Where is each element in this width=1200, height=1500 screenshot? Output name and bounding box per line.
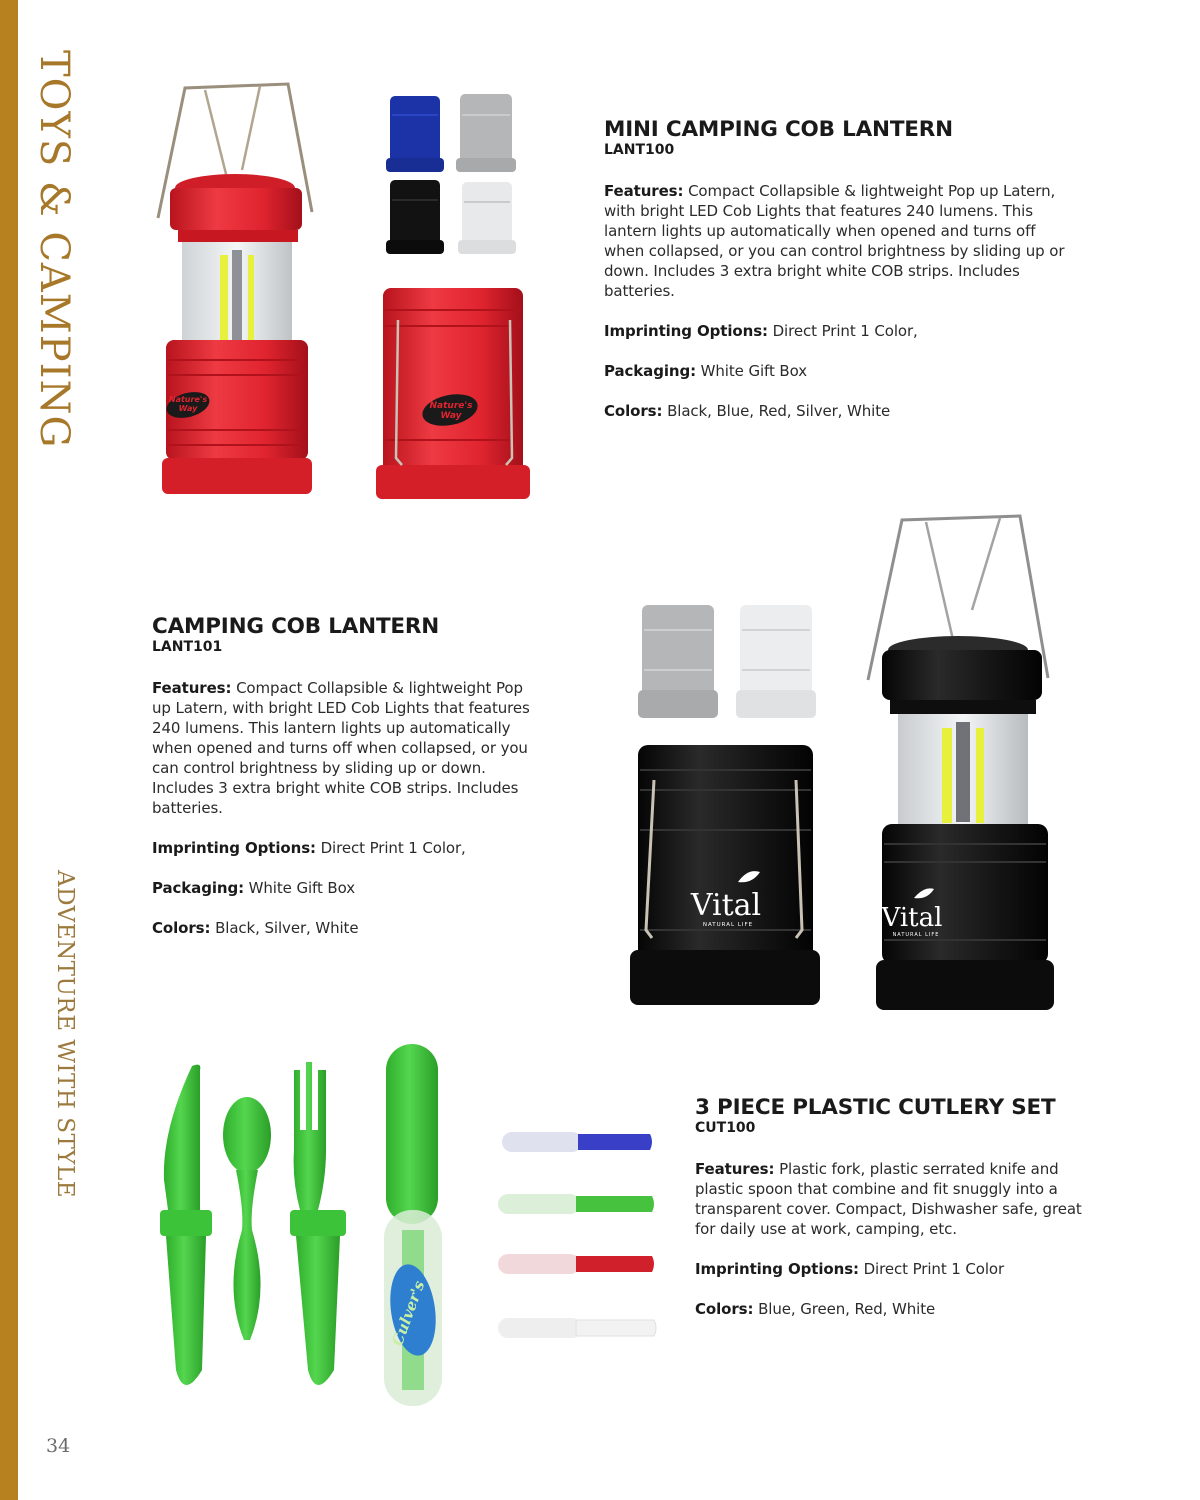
color-variant-red xyxy=(498,1254,654,1274)
sidebar-accent-bar xyxy=(0,0,18,1500)
color-variant-blue xyxy=(502,1132,652,1152)
product-colors: Colors: Black, Silver, White xyxy=(152,919,359,937)
product-camping-cob-lantern xyxy=(152,615,532,938)
mini-lantern-product-image xyxy=(140,70,570,510)
color-swatch-black xyxy=(386,180,444,254)
color-swatch-silver xyxy=(638,605,718,718)
product-title: 3 PIECE PLASTIC CUTLERY SET xyxy=(695,1095,1056,1120)
svg-text:Vital: Vital xyxy=(881,903,943,933)
product-title: MINI CAMPING COB LANTERN xyxy=(604,117,953,142)
color-swatch-white xyxy=(736,605,816,718)
product-sku: LANT100 xyxy=(604,142,675,158)
page-number: 34 xyxy=(46,1435,71,1457)
product-features: Features: Compact Collapsible & lightweight Pop up Latern, with bright LED Cob Lights that features 240 lumens. This lantern lights up automatically when opened and turns off when collapsed, or you can control brightness by sliding up or down. Includes 3 extra bright white COB strips. Includes batteries. xyxy=(604,182,1065,300)
product-features: Features: Plastic fork, plastic serrated knife and plastic spoon that combine and fit snuggly into a transparent cover. Compact, Dishwasher safe, great for daily use at work, camping, etc. xyxy=(695,1160,1082,1238)
svg-text:NATURAL LIFE: NATURAL LIFE xyxy=(702,922,754,928)
svg-text:Way: Way xyxy=(440,411,462,421)
product-sku: LANT101 xyxy=(152,639,223,655)
svg-text:Nature's: Nature's xyxy=(429,401,473,411)
svg-text:Culver's: Culver's xyxy=(388,1278,429,1349)
product-imprinting: Imprinting Options: Direct Print 1 Color, xyxy=(152,839,466,857)
product-mini-camping-cob-lantern xyxy=(604,118,1074,421)
color-swatch-blue xyxy=(386,96,444,172)
section-tagline: ADVENTURE WITH STYLE xyxy=(52,870,78,1199)
camping-lantern-product-image xyxy=(620,510,1070,1020)
product-imprinting: Imprinting Options: Direct Print 1 Color xyxy=(695,1260,1005,1278)
color-swatch-white xyxy=(458,182,516,254)
product-3-piece-plastic-cutlery-set xyxy=(695,1096,1085,1319)
product-colors: Colors: Blue, Green, Red, White xyxy=(695,1300,936,1318)
product-packaging: Packaging: White Gift Box xyxy=(604,362,807,380)
svg-text:Vital: Vital xyxy=(690,888,762,923)
product-imprinting: Imprinting Options: Direct Print 1 Color, xyxy=(604,322,918,340)
color-variant-white xyxy=(498,1318,656,1338)
product-packaging: Packaging: White Gift Box xyxy=(152,879,355,897)
product-title: CAMPING COB LANTERN xyxy=(152,614,440,639)
color-swatch-silver xyxy=(456,94,516,172)
product-sku: CUT100 xyxy=(695,1120,756,1136)
svg-text:Nature's: Nature's xyxy=(168,395,208,404)
product-features: Features: Compact Collapsible & lightweight Pop up Latern, with bright LED Cob Lights that features 240 lumens. This lantern lights up automatically when opened and turns off when collapsed, or you can control brightness by sliding up or down. Includes 3 extra bright white COB strips. Includes batteries. xyxy=(152,679,530,817)
section-title: TOYS & CAMPING xyxy=(31,50,77,449)
svg-text:Way: Way xyxy=(178,404,198,413)
product-colors: Colors: Black, Blue, Red, Silver, White xyxy=(604,402,891,420)
color-variant-green xyxy=(498,1194,654,1214)
svg-text:NATURAL LIFE: NATURAL LIFE xyxy=(892,932,940,938)
cutlery-set-product-image xyxy=(140,1030,670,1410)
